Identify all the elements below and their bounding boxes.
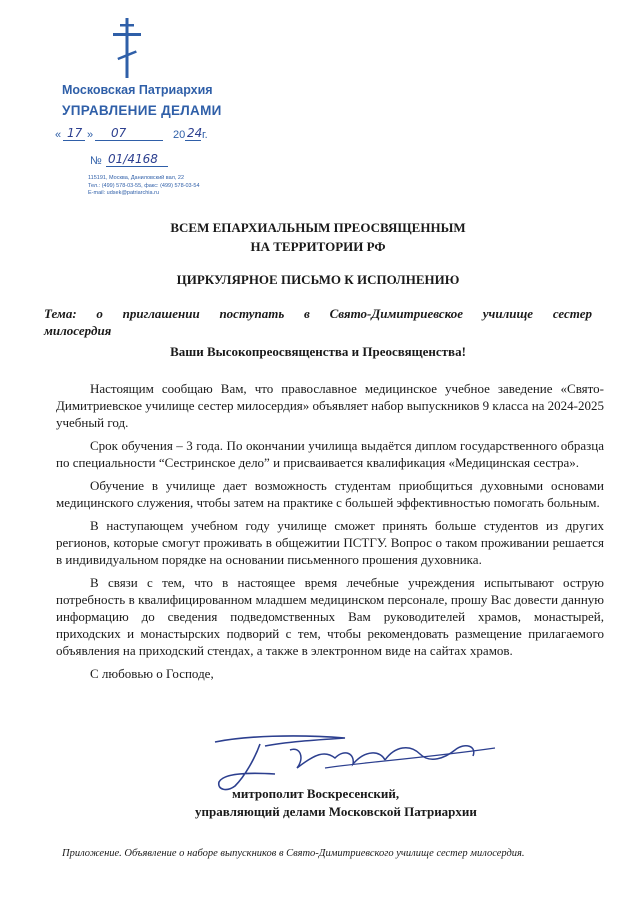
number-label: № xyxy=(90,155,102,167)
subject-line-1: Тема: о приглашении поступать в Свято-Димитриевское училище сестер xyxy=(44,306,592,321)
date-open-quote: « xyxy=(55,129,62,141)
paragraph: Срок обучения – 3 года. По окончании училища выдаётся диплом государственного образца по специальности “Сестринское дело” и присваивается квалификация «Медицинская сестра». xyxy=(56,438,604,470)
date-suffix: г. xyxy=(202,129,208,141)
date-close-quote: » xyxy=(87,129,94,141)
number-row xyxy=(90,152,200,172)
date-year-suffix: 24 xyxy=(187,126,203,140)
date-day: 17 xyxy=(67,126,83,140)
letterhead-org: Московская Патриархия xyxy=(62,83,213,97)
signatory-title: митрополит Воскресенский, xyxy=(232,786,400,801)
date-month: 07 xyxy=(111,126,127,140)
signatory-position: управляющий делами Московской Патриархии xyxy=(195,804,477,819)
paragraph: В наступающем учебном году училище сможет принять больше студентов из других регионов, которые смогут проживать в общежитии ПСТГУ. Вопрос о таком проживании решается в индивидуальном порядке на основании письменного прошения духовника. xyxy=(56,518,604,567)
circular-title: ЦИРКУЛЯРНОЕ ПИСЬМО К ИСПОЛНЕНИЮ xyxy=(176,272,460,287)
letterhead-address: 115191, Москва, Даниловский вал, 22 Тел.: (499) 578-03-55, факс: (499) 578-03-54 E-mail: udsek@patriarchia.ru xyxy=(88,175,200,196)
attachment-note: Приложение. Объявление о наборе выпускников в Свято-Димитриевского училище сестер милосердия. xyxy=(62,848,525,859)
orthodox-cross-icon xyxy=(112,18,142,78)
letterhead-department: УПРАВЛЕНИЕ ДЕЛАМИ xyxy=(62,103,222,118)
paragraph: Настоящим сообщаю Вам, что православное медицинское учебное заведение «Свято-Димитриевское училище сестер милосердия» объявляет набор выпускников 9 класса на 2024-2025 учебный год. xyxy=(56,381,604,430)
date-year-prefix: 20 xyxy=(173,129,186,141)
date-row xyxy=(55,126,235,146)
greeting: Ваши Высокопреосвященства и Преосвященства! xyxy=(170,344,466,359)
addressee: ВСЕМ ЕПАРХИАЛЬНЫМ ПРЕОСВЯЩЕННЫМ НА ТЕРРИТОРИИ РФ xyxy=(170,220,466,254)
paragraph: В связи с тем, что в настоящее время лечебные учреждения испытывают острую потребность в квалифицированном младшем медицинском персонале, прошу Вас довести данную информацию до сведения подведомственных Вам руководителей храмов, монастырей, приходских и монастырских подворий с тем, чтобы рекомендовать размещение прилагаемого объявления на приходский стендах, а также в электронном виде на сайтах храмов. xyxy=(56,575,604,658)
letter-body xyxy=(56,380,604,688)
subject-line-2: милосердия xyxy=(44,323,112,338)
closing: С любовью о Господе, xyxy=(90,666,214,681)
paragraph: Обучение в училище дает возможность студентам приобщиться духовными основами медицинского служения, чтобы затем на практике с большей эффективностью помогать больным. xyxy=(56,478,604,510)
number-value: 01/4168 xyxy=(108,152,158,166)
